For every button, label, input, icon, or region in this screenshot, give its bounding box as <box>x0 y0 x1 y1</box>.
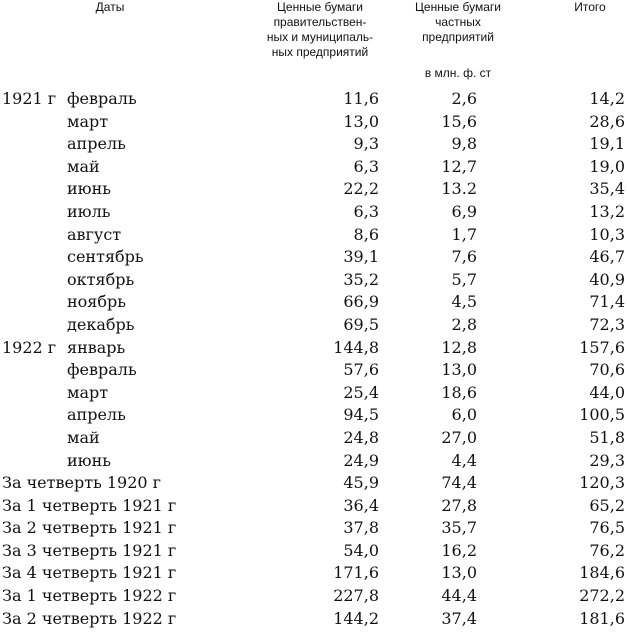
gov-value-cell: 9,3 <box>353 134 379 154</box>
gov-value-cell: 144,2 <box>333 608 379 628</box>
total-value-cell: 184,6 <box>579 563 625 583</box>
header-gov-line: ных и муниципаль- <box>266 30 374 44</box>
period-cell: За 2 четверть 1921 г <box>2 518 177 538</box>
table-row <box>0 359 627 382</box>
period-cell: За 1 четверть 1922 г <box>2 586 177 606</box>
data-table <box>0 88 627 630</box>
gov-value-cell: 227,8 <box>333 586 379 606</box>
table-row <box>0 133 627 156</box>
total-value-cell: 76,2 <box>589 540 625 560</box>
table-row <box>0 562 627 585</box>
total-value-cell: 100,5 <box>579 405 625 425</box>
private-value-cell: 16,2 <box>441 540 477 560</box>
table-row <box>0 156 627 179</box>
private-value-cell: 15,6 <box>441 111 477 131</box>
units-note: в млн. ф. ст <box>424 66 492 80</box>
month-cell: январь <box>67 337 126 357</box>
table-row <box>0 450 627 473</box>
private-value-cell: 27,8 <box>441 495 477 515</box>
month-cell: март <box>67 111 109 131</box>
gov-value-cell: 6,3 <box>353 201 379 221</box>
gov-value-cell: 39,1 <box>343 247 379 267</box>
gov-value-cell: 54,0 <box>343 540 379 560</box>
private-value-cell: 13.2 <box>441 179 477 199</box>
period-cell: За 3 четверть 1921 г <box>2 540 177 560</box>
gov-value-cell: 35,2 <box>343 269 379 289</box>
gov-value-cell: 11,6 <box>343 89 379 108</box>
year-cell: 1922 г <box>2 337 57 357</box>
month-cell: февраль <box>67 360 137 380</box>
gov-value-cell: 57,6 <box>343 360 379 380</box>
gov-value-cell: 37,8 <box>343 518 379 538</box>
total-value-cell: 120,3 <box>579 473 625 493</box>
gov-value-cell: 13,0 <box>343 111 379 131</box>
year-cell: 1921 г <box>2 89 57 108</box>
total-value-cell: 181,6 <box>579 608 625 628</box>
period-cell: За 2 четверть 1922 г <box>2 608 177 628</box>
total-value-cell: 70,6 <box>589 360 625 380</box>
total-value-cell: 10,3 <box>589 224 625 244</box>
private-value-cell: 2,8 <box>451 314 477 334</box>
private-value-cell: 1,7 <box>451 224 477 244</box>
total-value-cell: 29,3 <box>589 450 625 470</box>
month-cell: март <box>67 382 109 402</box>
total-value-cell: 19,0 <box>589 156 625 176</box>
header-total-line: Итого <box>574 0 606 14</box>
table-row <box>0 585 627 608</box>
table-row <box>0 178 627 201</box>
table-row <box>0 517 627 540</box>
private-value-cell: 12,8 <box>441 337 477 357</box>
total-value-cell: 44,0 <box>589 382 625 402</box>
gov-value-cell: 24,9 <box>343 450 379 470</box>
table-row <box>0 201 627 224</box>
table-row <box>0 246 627 269</box>
private-value-cell: 6,0 <box>451 405 477 425</box>
month-cell: октябрь <box>67 269 135 289</box>
gov-value-cell: 171,6 <box>333 563 379 583</box>
header-gov-securities <box>250 0 390 60</box>
table-row <box>0 337 627 360</box>
table-row <box>0 269 627 292</box>
total-value-cell: 72,3 <box>589 314 625 334</box>
private-value-cell: 18,6 <box>441 382 477 402</box>
header-private-line: частных <box>435 15 481 29</box>
table-row <box>0 472 627 495</box>
month-cell: май <box>67 156 100 176</box>
table-row <box>0 540 627 563</box>
private-value-cell: 7,6 <box>451 247 477 267</box>
header-total <box>560 0 620 15</box>
table-row <box>0 427 627 450</box>
private-value-cell: 4,4 <box>451 450 477 470</box>
total-value-cell: 14,2 <box>589 89 625 108</box>
total-value-cell: 35,4 <box>589 179 625 199</box>
table-row <box>0 291 627 314</box>
private-value-cell: 2,6 <box>451 89 477 108</box>
header-dates <box>60 0 160 15</box>
month-cell: апрель <box>67 134 126 154</box>
month-cell: июнь <box>67 450 111 470</box>
gov-value-cell: 69,5 <box>343 314 379 334</box>
month-cell: июнь <box>67 179 111 199</box>
gov-value-cell: 25,4 <box>343 382 379 402</box>
private-value-cell: 27,0 <box>441 427 477 447</box>
month-cell: сентябрь <box>67 247 144 267</box>
header-private-line: Ценные бумаги <box>415 0 501 14</box>
gov-value-cell: 144,8 <box>333 337 379 357</box>
gov-value-cell: 6,3 <box>353 156 379 176</box>
total-value-cell: 28,6 <box>589 111 625 131</box>
private-value-cell: 6,9 <box>451 201 477 221</box>
month-cell: ноябрь <box>67 292 126 312</box>
private-value-cell: 13,0 <box>441 360 477 380</box>
private-value-cell: 35,7 <box>441 518 477 538</box>
total-value-cell: 71,4 <box>589 292 625 312</box>
gov-value-cell: 66,9 <box>343 292 379 312</box>
total-value-cell: 40,9 <box>589 269 625 289</box>
table-row <box>0 608 627 631</box>
private-value-cell: 12,7 <box>441 156 477 176</box>
private-value-cell: 9,8 <box>451 134 477 154</box>
private-value-cell: 37,4 <box>441 608 477 628</box>
private-value-cell: 4,5 <box>451 292 477 312</box>
gov-value-cell: 45,9 <box>343 473 379 493</box>
gov-value-cell: 22,2 <box>343 179 379 199</box>
table-row <box>0 314 627 337</box>
private-value-cell: 44,4 <box>441 586 477 606</box>
gov-value-cell: 36,4 <box>343 495 379 515</box>
period-cell: За 1 четверть 1921 г <box>2 495 177 515</box>
gov-value-cell: 8,6 <box>353 224 379 244</box>
table-row <box>0 224 627 247</box>
period-cell: За четверть 1920 г <box>2 473 162 493</box>
gov-value-cell: 24,8 <box>343 427 379 447</box>
month-cell: февраль <box>67 89 137 108</box>
total-value-cell: 65,2 <box>589 495 625 515</box>
private-value-cell: 5,7 <box>451 269 477 289</box>
month-cell: декабрь <box>67 314 135 334</box>
private-value-cell: 74,4 <box>441 473 477 493</box>
header-gov-line: правительствен- <box>273 15 367 29</box>
month-cell: август <box>67 224 122 244</box>
private-value-cell: 13,0 <box>441 563 477 583</box>
table-row <box>0 404 627 427</box>
month-cell: апрель <box>67 405 126 425</box>
total-value-cell: 76,5 <box>589 518 625 538</box>
header-private-securities <box>398 0 518 45</box>
table-row <box>0 88 627 111</box>
total-value-cell: 19,1 <box>589 134 625 154</box>
total-value-cell: 13,2 <box>589 201 625 221</box>
period-cell: За 4 четверть 1921 г <box>2 563 177 583</box>
header-private-line: предприятий <box>422 30 494 44</box>
month-cell: июль <box>67 201 111 221</box>
header-gov-line: Ценные бумаги <box>277 0 363 14</box>
table-row <box>0 111 627 134</box>
gov-value-cell: 94,5 <box>343 405 379 425</box>
header-gov-line: ных предприятий <box>271 45 369 59</box>
table-row <box>0 382 627 405</box>
header-dates-line: Даты <box>95 0 125 14</box>
total-value-cell: 272,2 <box>579 586 625 606</box>
total-value-cell: 46,7 <box>589 247 625 267</box>
total-value-cell: 157,6 <box>579 337 625 357</box>
total-value-cell: 51,8 <box>589 427 625 447</box>
month-cell: май <box>67 427 100 447</box>
table-row <box>0 495 627 518</box>
